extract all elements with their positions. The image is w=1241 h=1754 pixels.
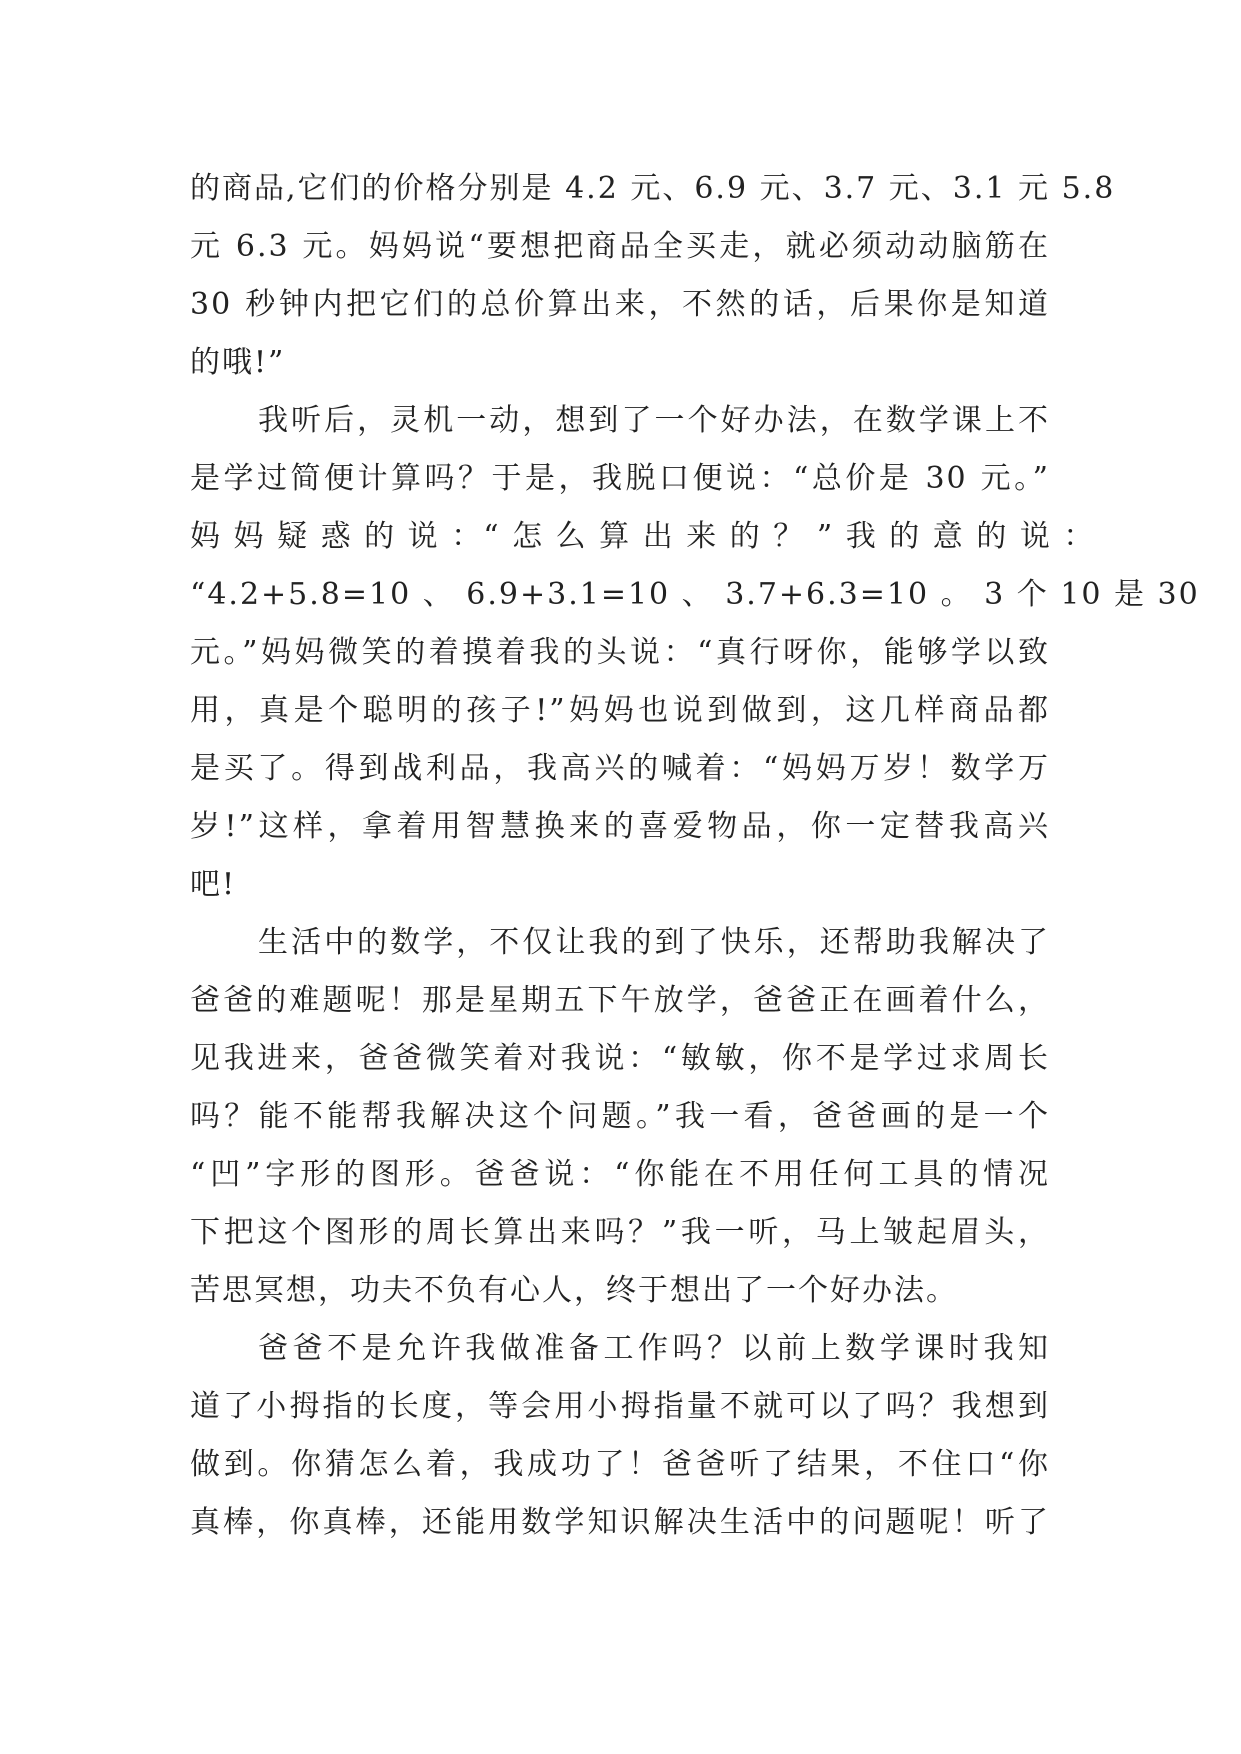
paragraph-start-line: 我听后，灵机一动，想到了一个好办法，在数学课上不 (258, 403, 1050, 438)
text-line: 真棒，你真棒，还能用数学知识解决生活中的问题呢！听了 (190, 1505, 1050, 1540)
text-line: 下把这个图形的周长算出来吗？”我一听，马上皱起眉头， (190, 1215, 1050, 1250)
text-line: 吧! (190, 867, 237, 902)
body-text (190, 160, 1200, 1552)
text-line: 做到。你猜怎么着，我成功了！爸爸听了结果，不住口“你 (190, 1447, 1050, 1482)
text-line: 是买了。得到战利品，我高兴的喊着：“妈妈万岁！数学万 (190, 751, 1050, 786)
paragraph-start-line: 爸爸不是允许我做准备工作吗？以前上数学课时我知 (258, 1331, 1050, 1366)
text-line: 是学过简便计算吗？于是，我脱口便说：“总价是 30 元。” (190, 461, 1050, 496)
text-line: 见我进来，爸爸微笑着对我说：“敏敏，你不是学过求周长 (190, 1041, 1050, 1076)
text-line: “4.2+5.8=10 、 6.9+3.1=10 、 3.7+6.3=10 。 3 个 10 是 30 (190, 577, 1200, 612)
text-line: 的商品,它们的价格分别是 4.2 元、6.9 元、3.7 元、3.1 元 5.8 (190, 171, 1116, 206)
text-line: 的哦!” (190, 345, 286, 380)
text-line: 30 秒钟内把它们的总价算出来，不然的话，后果你是知道 (190, 287, 1050, 322)
text-line: 爸爸的难题呢！那是星期五下午放学，爸爸正在画着什么， (190, 983, 1050, 1018)
text-line: “凹”字形的图形。爸爸说：“你能在不用任何工具的情况 (190, 1157, 1050, 1192)
text-line: 道了小拇指的长度，等会用小拇指量不就可以了吗？我想到 (190, 1389, 1050, 1424)
text-line: 苦思冥想，功夫不负有心人，终于想出了一个好办法。 (190, 1273, 958, 1308)
text-line: 用，真是个聪明的孩子!”妈妈也说到做到，这几样商品都 (190, 693, 1050, 728)
text-line: 妈 妈 疑 惑 的 说 ：“ 怎 么 算 出 来 的 ？ ” 我 的 意 的 说 ： (190, 519, 1096, 554)
text-line: 吗？能不能帮我解决这个问题。”我一看，爸爸画的是一个 (190, 1099, 1050, 1134)
text-line: 元。”妈妈微笑的着摸着我的头说：“真行呀你，能够学以致 (190, 635, 1050, 670)
text-line: 岁!”这样，拿着用智慧换来的喜爱物品，你一定替我高兴 (190, 809, 1050, 844)
text-line: 元 6.3 元。妈妈说“要想把商品全买走，就必须动动脑筋在 (190, 229, 1050, 264)
paragraph-start-line: 生活中的数学，不仅让我的到了快乐，还帮助我解决了 (258, 925, 1050, 960)
